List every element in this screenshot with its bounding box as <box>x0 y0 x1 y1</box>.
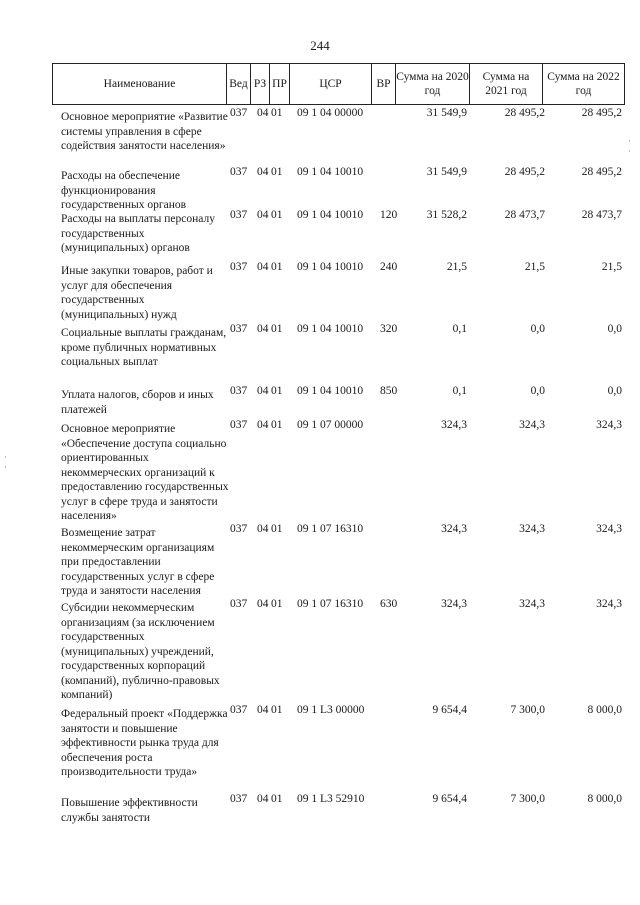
row-sum-2021: 324,3 <box>519 419 545 431</box>
row-csr: 09 1 L3 00000 <box>297 704 365 716</box>
row-name: Уплата налогов, сборов и иных платежей <box>61 389 214 416</box>
row-pr: 01 <box>271 385 283 397</box>
row-sum-2021: 324,3 <box>519 523 545 535</box>
row-sum-2021: 21,5 <box>524 261 545 273</box>
row-ved: 037 <box>230 209 248 221</box>
row-csr: 09 1 07 00000 <box>297 419 364 431</box>
row-rz: 04 <box>257 419 269 431</box>
row-pr: 01 <box>271 166 283 178</box>
row-sum-2020: 9 654,4 <box>432 704 467 716</box>
row-rz: 04 <box>257 261 269 273</box>
row-ved: 037 <box>230 523 248 535</box>
row-sum-2022: 324,3 <box>596 598 622 610</box>
row-sum-2020: 9 654,4 <box>432 793 467 805</box>
row-pr: 01 <box>271 209 283 221</box>
row-sum-2022: 21,5 <box>601 261 622 273</box>
row-name: Возмещение затрат некоммерческим организациям при предоставлении государственных услуг в сфере труда и занятости населения <box>61 527 215 597</box>
row-name: Иные закупки товаров, работ и услуг для обеспечения государственных (муниципальных) нужд <box>61 265 213 321</box>
row-name: Расходы на обеспечение функционирования государственных органов <box>61 170 187 211</box>
row-ved: 037 <box>230 107 248 119</box>
row-sum-2020: 31 549,9 <box>426 166 467 178</box>
row-name: Социальные выплаты гражданам, кроме публичных нормативных социальных выплат <box>61 327 227 368</box>
row-sum-2021: 7 300,0 <box>510 704 545 716</box>
row-ved: 037 <box>230 261 248 273</box>
row-sum-2020: 324,3 <box>441 598 467 610</box>
row-pr: 01 <box>271 419 283 431</box>
row-sum-2022: 0,0 <box>607 385 622 397</box>
row-sum-2021: 28 495,2 <box>504 107 545 119</box>
row-rz: 04 <box>257 166 269 178</box>
row-name: Повышение эффективности службы занятости <box>61 797 198 824</box>
row-ved: 037 <box>230 419 248 431</box>
row-name: Основное мероприятие «Развитие системы управления в сфере содействия занятости населения» <box>61 111 228 152</box>
scan-mark: · · <box>628 136 631 156</box>
row-sum-2020: 324,3 <box>441 523 467 535</box>
scan-mark: · · <box>4 452 7 472</box>
row-csr: 09 1 07 16310 <box>297 523 364 535</box>
row-pr: 01 <box>271 107 283 119</box>
row-vr: 320 <box>380 323 398 335</box>
row-ved: 037 <box>230 166 248 178</box>
row-ved: 037 <box>230 323 248 335</box>
row-sum-2022: 28 495,2 <box>581 166 622 178</box>
row-rz: 04 <box>257 793 269 805</box>
row-ved: 037 <box>230 598 248 610</box>
row-ved: 037 <box>230 385 248 397</box>
row-name: Основное мероприятие «Обеспечение доступа социально ориентированных некоммерческих организаций к предоставлению государственных услуг в сфере труда и занятости населения» <box>61 423 229 522</box>
row-sum-2022: 8 000,0 <box>587 793 622 805</box>
row-rz: 04 <box>257 209 269 221</box>
row-pr: 01 <box>271 261 283 273</box>
row-csr: 09 1 04 10010 <box>297 166 364 178</box>
header-rz: РЗ <box>250 63 269 105</box>
row-sum-2020: 31 528,2 <box>426 209 467 221</box>
page-number: 244 <box>310 38 330 53</box>
row-sum-2022: 0,0 <box>607 323 622 335</box>
row-sum-2021: 28 473,7 <box>504 209 545 221</box>
header-pr: ПР <box>269 63 289 105</box>
row-sum-2022: 324,3 <box>596 523 622 535</box>
row-sum-2022: 28 473,7 <box>581 209 622 221</box>
row-rz: 04 <box>257 598 269 610</box>
row-sum-2020: 324,3 <box>441 419 467 431</box>
row-vr: 630 <box>380 598 398 610</box>
row-vr: 240 <box>380 261 398 273</box>
row-pr: 01 <box>271 523 283 535</box>
row-csr: 09 1 04 10010 <box>297 323 364 335</box>
row-csr: 09 1 L3 52910 <box>297 793 365 805</box>
row-rz: 04 <box>257 323 269 335</box>
row-csr: 09 1 04 00000 <box>297 107 364 119</box>
row-pr: 01 <box>271 323 283 335</box>
header-sum-2020: Сумма на 2020 год <box>395 63 469 105</box>
header-name: Наименование <box>52 63 226 105</box>
row-rz: 04 <box>257 107 269 119</box>
row-pr: 01 <box>271 598 283 610</box>
row-sum-2021: 0,0 <box>530 323 545 335</box>
row-pr: 01 <box>271 793 283 805</box>
row-sum-2020: 31 549,9 <box>426 107 467 119</box>
row-ved: 037 <box>230 793 248 805</box>
header-sum-2022: Сумма на 2022 год <box>542 63 625 105</box>
row-csr: 09 1 04 10010 <box>297 385 364 397</box>
row-vr: 850 <box>380 385 398 397</box>
row-rz: 04 <box>257 385 269 397</box>
row-sum-2021: 7 300,0 <box>510 793 545 805</box>
row-ved: 037 <box>230 704 248 716</box>
row-rz: 04 <box>257 523 269 535</box>
row-pr: 01 <box>271 704 283 716</box>
row-vr: 120 <box>380 209 398 221</box>
row-sum-2021: 0,0 <box>530 385 545 397</box>
row-sum-2020: 0,1 <box>452 323 467 335</box>
row-sum-2022: 324,3 <box>596 419 622 431</box>
row-sum-2020: 21,5 <box>446 261 467 273</box>
header-sum-2021: Сумма на 2021 год <box>469 63 542 105</box>
row-rz: 04 <box>257 704 269 716</box>
row-name: Расходы на выплаты персоналу государственных (муниципальных) органов <box>61 213 215 254</box>
header-ved: Вед <box>226 63 250 105</box>
row-sum-2022: 28 495,2 <box>581 107 622 119</box>
row-sum-2021: 28 495,2 <box>504 166 545 178</box>
header-vr: ВР <box>371 63 395 105</box>
row-sum-2021: 324,3 <box>519 598 545 610</box>
row-csr: 09 1 04 10010 <box>297 261 364 273</box>
row-csr: 09 1 07 16310 <box>297 598 364 610</box>
row-name: Субсидии некоммерческим организациям (за исключением государственных (муниципальных) учреждений, государственных корпораций (компаний), публично-правовых компаний) <box>61 602 220 701</box>
header-csr: ЦСР <box>289 63 371 105</box>
row-sum-2022: 8 000,0 <box>587 704 622 716</box>
row-csr: 09 1 04 10010 <box>297 209 364 221</box>
row-name: Федеральный проект «Поддержка занятости и повышение эффективности рынка труда для обеспечения роста производительности труда» <box>61 708 228 778</box>
row-sum-2020: 0,1 <box>452 385 467 397</box>
